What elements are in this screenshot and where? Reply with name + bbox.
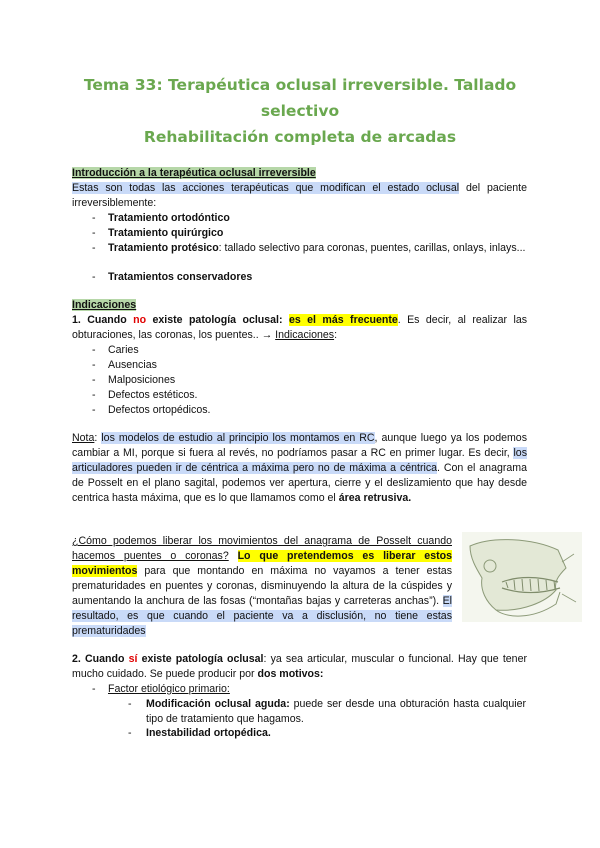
case2-bold: existe patología oclusal (137, 653, 264, 665)
bullet-dash: - (92, 683, 96, 695)
question-text: ¿Cómo podemos liberar los movimientos del anagrama de Posselt cuando hacemos puentes o coronas? (72, 535, 452, 562)
intro-highlight: Estas son todas las acciones terapéuticas que modifican el estado oclusal (72, 182, 460, 194)
list-item-text: : tallado selectivo para coronas, puentes, carillas, onlays, inlays... (218, 242, 526, 254)
case2-number: 2. Cuando (72, 653, 129, 665)
sub-bullet-dash: - (128, 727, 132, 739)
nota-text-1: , aunque luego ya los podemos cambiar a MI, porque si fuera al revés, no podríamos pasar a RC en primer lugar. Es decir, (72, 432, 527, 459)
list-item: Defectos estéticos. (108, 389, 198, 401)
nota-text-2: . Con el anagrama de Posselt en el plano sagital, podemos ver apertura, cierre y el deslizamiento que hay desde centrica hasta máxima, que es lo que llamamos como el (72, 462, 527, 504)
case1-bold: existe patología oclusal: (146, 314, 283, 326)
bullet-dash: - (92, 344, 96, 356)
list-item: Ausencias (108, 359, 157, 371)
sub-bullet-dash: - (128, 698, 132, 710)
intro-heading: Introducción a la terapéutica oclusal irreversible (72, 167, 316, 179)
intro-text: del paciente irreversiblemente: (72, 182, 527, 209)
case1-number: 1. Cuando (72, 314, 134, 326)
case1-colon: : (334, 329, 338, 341)
title-line-3: Rehabilitación completa de arcadas (143, 128, 457, 146)
case1-indications-label: Indicaciones (275, 329, 335, 341)
intro-heading-row (72, 166, 527, 181)
indications-heading-row (72, 298, 527, 313)
sub-item-bold: Modificación oclusal aguda: (146, 698, 290, 710)
case1-no: no (133, 314, 147, 326)
indications-heading: Indicaciones (72, 299, 137, 311)
bullet-dash: - (92, 212, 96, 224)
case2-paragraph (72, 652, 527, 682)
intro-paragraph (72, 181, 527, 211)
bullet-dash: - (92, 242, 96, 254)
nota-paragraph (72, 431, 527, 506)
sub-list-item (146, 697, 526, 727)
question-text-2: para que montando en máxima no vayamos a tener estas prematuridades en puentes y coronas, disminuyendo la altura de la cúspides y aumentando la anchura de las fosas (“montañas bajas y carreteras anchas”). (72, 565, 452, 607)
sub-item-text: puede ser desde una obturación hasta cualquier tipo de tratamiento que hagamos. (146, 698, 526, 725)
question-paragraph (72, 534, 452, 639)
sub-list-item (146, 726, 526, 741)
nota-highlight-1: los modelos de estudio al principio los montamos en RC (101, 432, 375, 444)
jaw-skull-illustration (462, 532, 582, 622)
bullet-dash: - (92, 404, 96, 416)
nota-colon: : (94, 432, 102, 444)
list-item-bold: Tratamiento protésico (108, 242, 219, 254)
case2-bold-2: dos motivos (257, 668, 320, 680)
nota-label: Nota (72, 432, 95, 444)
nota-bold: área retrusiva. (338, 492, 412, 504)
case2-colon: : (319, 668, 324, 680)
bullet-dash: - (92, 227, 96, 239)
question-highlight: Lo que pretendemos es liberar estos movimientos (72, 550, 452, 577)
list-item: Defectos ortopédicos. (108, 404, 211, 416)
list-item (108, 241, 528, 256)
bullet-dash: - (92, 359, 96, 371)
case1-highlight: es el más frecuente (288, 314, 398, 326)
bullet-dash: - (92, 271, 96, 283)
list-item-bold: Tratamiento ortodóntico (108, 212, 230, 224)
question-highlight-2: El resultado, es que cuando el paciente va a disclusión, no tiene estas prematuridades (72, 595, 452, 637)
bullet-dash: - (92, 389, 96, 401)
nota-highlight-2: los articuladores pueden ir de céntrica a máxima pero no de máxima a céntrica (72, 447, 527, 474)
title-line-1: Tema 33: Terapéutica oclusal irreversible. Tallado (83, 76, 517, 94)
list-item-bold: Tratamientos conservadores (108, 271, 253, 283)
case1-text: . Es decir, al realizar las obturaciones, las coronas, los puentes.. → (72, 314, 528, 341)
sub-item-bold: Inestabilidad ortopédica. (146, 727, 271, 739)
list-item (108, 226, 528, 241)
list-item (108, 270, 528, 285)
bullet-dash: - (92, 374, 96, 386)
factor-label: Factor etiológico primario: (108, 683, 230, 695)
title-line-2: selectivo (260, 102, 340, 120)
case2-si: sí (128, 653, 138, 665)
case1-paragraph (72, 313, 527, 343)
list-item: Caries (108, 344, 139, 356)
list-item: Malposiciones (108, 374, 176, 386)
list-item-bold: Tratamiento quirúrgico (108, 227, 224, 239)
case2-text: : ya sea articular, muscular o funcional. Hay que tener mucho cuidado. Se puede producir por (72, 653, 527, 680)
list-item (108, 211, 528, 226)
